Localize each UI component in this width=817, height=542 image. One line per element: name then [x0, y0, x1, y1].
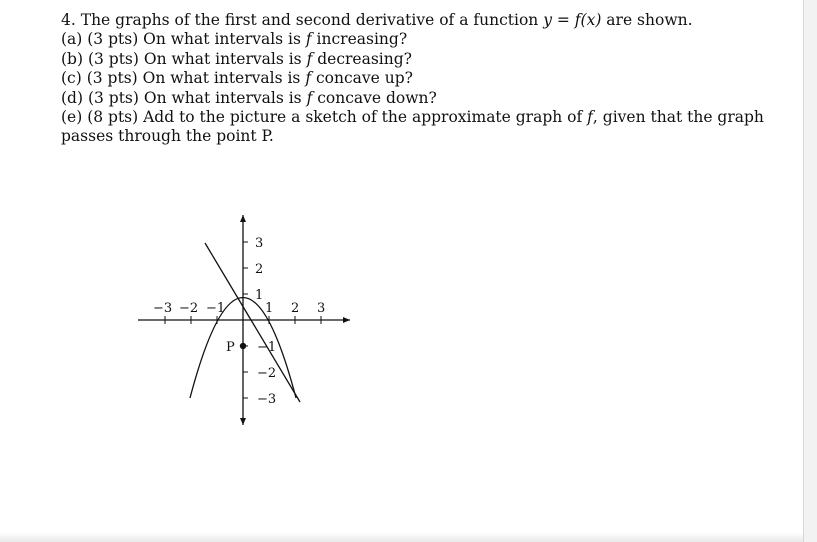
x-tick-label: −1 [206, 301, 226, 316]
intro-text: The graphs of the first and second derivative of a function [80, 11, 544, 29]
part-b-function: f [306, 49, 313, 68]
part-a [61, 30, 761, 49]
y-tick-label: −1 [257, 340, 277, 355]
scrollbar-track[interactable] [803, 0, 817, 542]
part-d-question: concave down? [312, 88, 437, 107]
intro-text-end: are shown. [601, 11, 693, 29]
part-e-continued: passes through the point P. [61, 127, 274, 146]
x-tick-label: −3 [153, 301, 173, 316]
part-a-question: increasing? [311, 30, 408, 49]
part-a-text: (a) (3 pts) On what intervals is [61, 30, 306, 49]
problem-statement [61, 11, 764, 147]
part-b-question: decreasing? [312, 49, 412, 68]
point-p-label: P [226, 340, 235, 355]
point-p-marker [240, 343, 246, 349]
part-c [61, 69, 761, 88]
part-e [61, 108, 764, 127]
y-tick-label: −2 [257, 366, 277, 381]
y-tick-label: 1 [255, 288, 264, 303]
part-e-text: (e) (8 pts) Add to the picture a sketch of the approximate graph of [61, 108, 588, 127]
problem-number: 4. [61, 11, 76, 29]
part-b [61, 50, 761, 69]
part-b-text: (b) (3 pts) On what intervals is [61, 49, 307, 68]
x-tick-label: 2 [291, 301, 300, 316]
derivative-graph [130, 205, 360, 435]
part-d [61, 89, 761, 108]
y-tick-label: 3 [255, 236, 264, 251]
function-equation: y = f(x) [543, 11, 602, 29]
part-e-function: f [587, 108, 593, 127]
part-d-text: (d) (3 pts) On what intervals is [61, 88, 307, 107]
y-tick-label: −3 [257, 392, 277, 407]
derivative-line-curve [205, 243, 300, 402]
part-d-function: f [306, 88, 313, 107]
problem-intro [61, 11, 761, 30]
y-tick-label: 2 [255, 262, 264, 277]
part-c-question: concave up? [311, 69, 413, 88]
x-tick-label: −2 [179, 301, 199, 316]
x-tick-label: 3 [317, 301, 326, 316]
part-e-text-end: , given that the graph [592, 108, 764, 127]
part-c-function: f [305, 69, 312, 88]
part-c-text: (c) (3 pts) On what intervals is [61, 69, 306, 88]
part-a-function: f [305, 30, 312, 49]
page-bottom-edge [0, 532, 803, 542]
x-axis-arrow [343, 317, 350, 323]
y-axis-arrow-down [240, 418, 246, 425]
x-tick-label: 1 [265, 301, 274, 316]
y-axis-arrow-up [240, 215, 246, 222]
